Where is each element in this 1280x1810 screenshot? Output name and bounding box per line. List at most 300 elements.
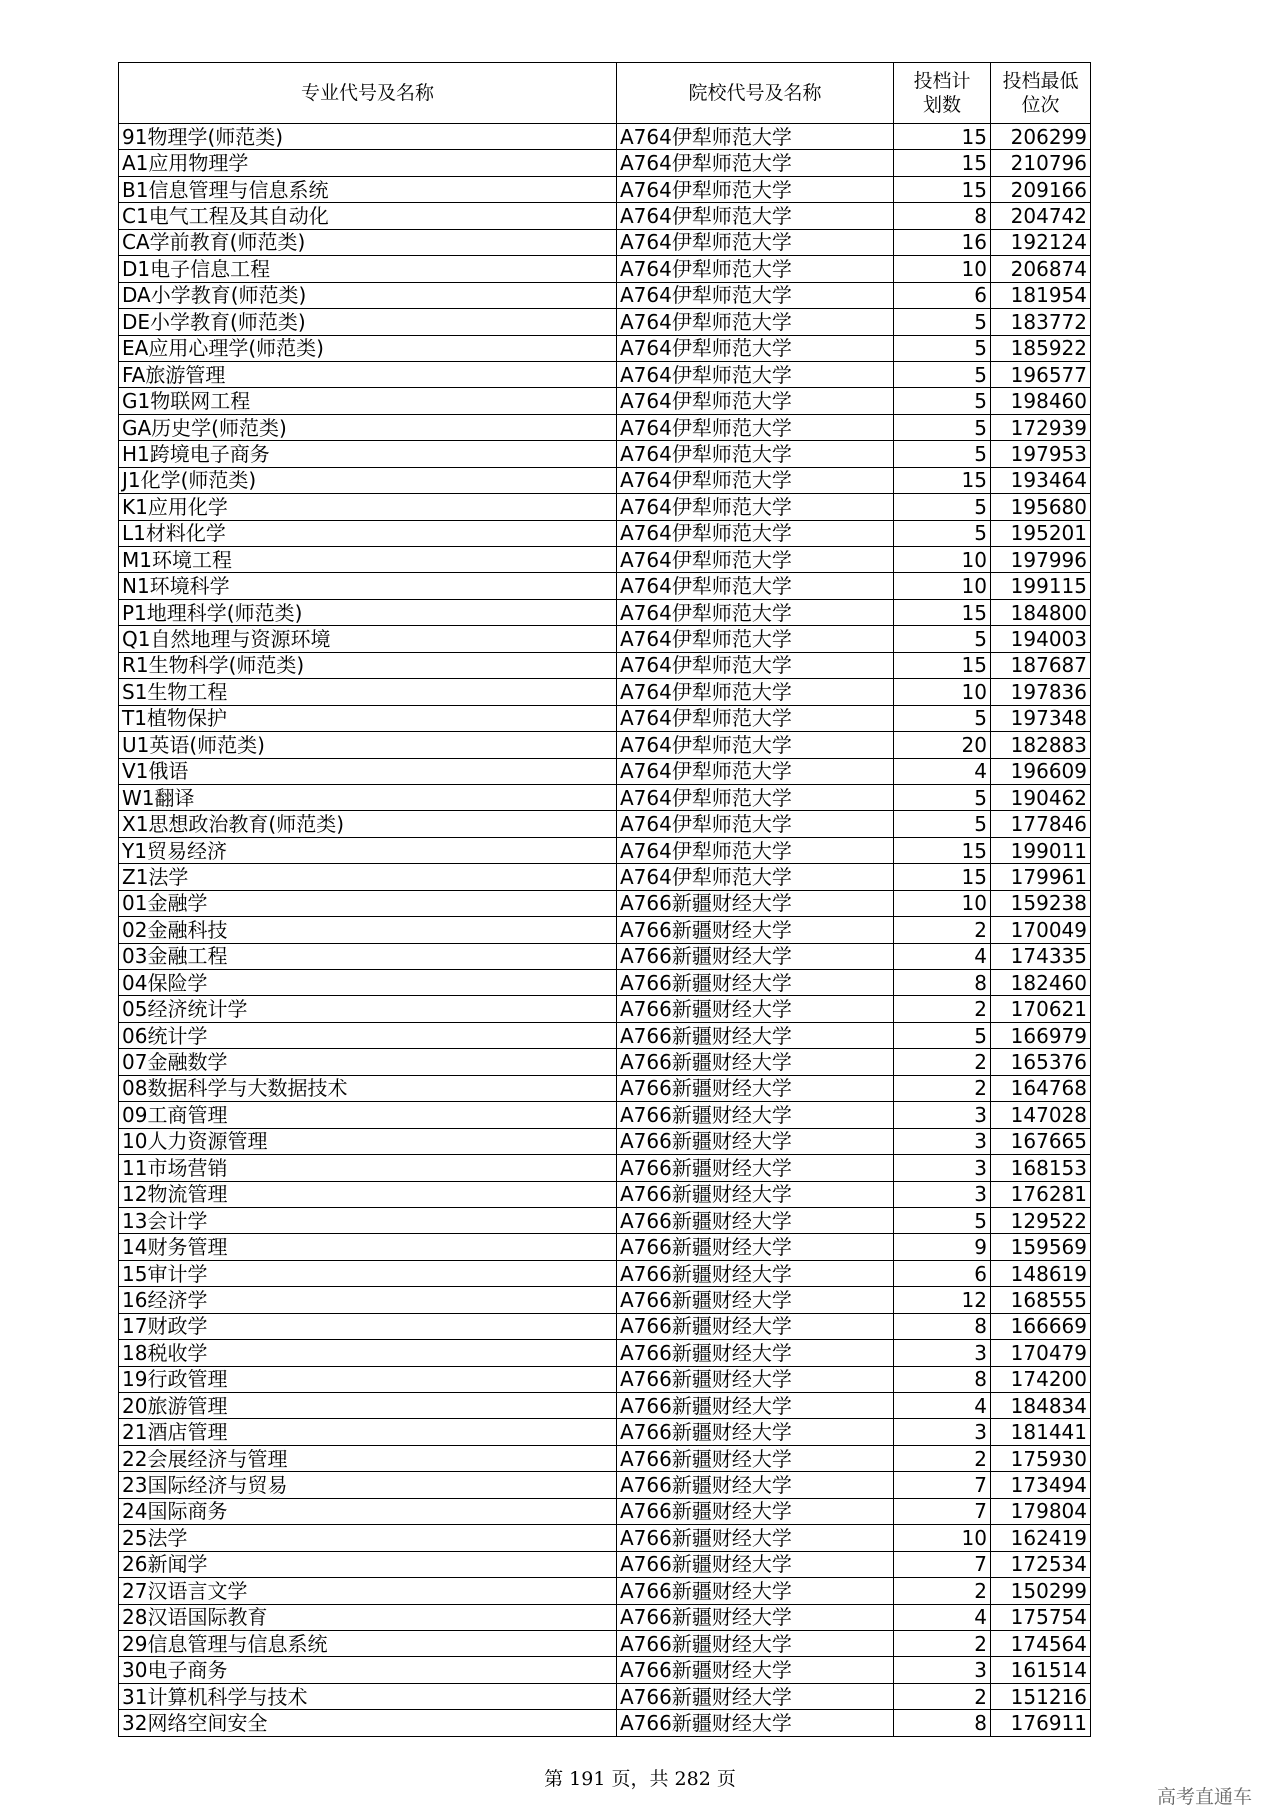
cell-major: 23国际经济与贸易: [119, 1472, 617, 1498]
table-row: [119, 1287, 1091, 1313]
cell-plan: 10: [894, 547, 991, 573]
cell-major: 91物理学(师范类): [119, 124, 617, 150]
table-row: [119, 705, 1091, 731]
cell-plan: 15: [894, 124, 991, 150]
cell-school: A766新疆财经大学: [617, 1498, 894, 1524]
header-rank-line1: 投档最低: [1002, 70, 1079, 92]
cell-major: T1植物保护: [119, 705, 617, 731]
cell-rank: 181441: [991, 1419, 1091, 1445]
table-row: [119, 1128, 1091, 1154]
cell-plan: 16: [894, 229, 991, 255]
table-row: [119, 229, 1091, 255]
cell-plan: 5: [894, 361, 991, 387]
cell-major: 29信息管理与信息系统: [119, 1630, 617, 1656]
table-row: [119, 970, 1091, 996]
cell-plan: 10: [894, 890, 991, 916]
cell-plan: 4: [894, 943, 991, 969]
table-row: [119, 256, 1091, 282]
cell-rank: 179961: [991, 864, 1091, 890]
cell-major: 10人力资源管理: [119, 1128, 617, 1154]
cell-major: 07金融数学: [119, 1049, 617, 1075]
cell-major: Q1自然地理与资源环境: [119, 626, 617, 652]
cell-rank: 172939: [991, 414, 1091, 440]
cell-rank: 147028: [991, 1102, 1091, 1128]
cell-school: A766新疆财经大学: [617, 970, 894, 996]
cell-school: A764伊犁师范大学: [617, 599, 894, 625]
table-row: [119, 1498, 1091, 1524]
cell-school: A766新疆财经大学: [617, 1022, 894, 1048]
cell-rank: 187687: [991, 652, 1091, 678]
cell-rank: 161514: [991, 1657, 1091, 1683]
cell-major: P1地理科学(师范类): [119, 599, 617, 625]
cell-school: A766新疆财经大学: [617, 1604, 894, 1630]
cell-plan: 5: [894, 811, 991, 837]
cell-plan: 2: [894, 1683, 991, 1709]
cell-school: A764伊犁师范大学: [617, 679, 894, 705]
cell-school: A764伊犁师范大学: [617, 864, 894, 890]
cell-plan: 8: [894, 970, 991, 996]
cell-plan: 15: [894, 864, 991, 890]
cell-school: A764伊犁师范大学: [617, 811, 894, 837]
table-row: [119, 1604, 1091, 1630]
cell-rank: 190462: [991, 784, 1091, 810]
cell-school: A764伊犁师范大学: [617, 573, 894, 599]
table-row: [119, 1234, 1091, 1260]
cell-rank: 175930: [991, 1445, 1091, 1471]
cell-major: K1应用化学: [119, 494, 617, 520]
cell-plan: 10: [894, 573, 991, 599]
cell-major: 09工商管理: [119, 1102, 617, 1128]
cell-school: A764伊犁师范大学: [617, 626, 894, 652]
header-major: 专业代号及名称: [119, 63, 617, 124]
cell-major: V1俄语: [119, 758, 617, 784]
cell-school: A766新疆财经大学: [617, 943, 894, 969]
table-row: [119, 1393, 1091, 1419]
cell-rank: 195201: [991, 520, 1091, 546]
cell-plan: 4: [894, 1393, 991, 1419]
cell-plan: 3: [894, 1657, 991, 1683]
cell-major: GA历史学(师范类): [119, 414, 617, 440]
cell-rank: 164768: [991, 1075, 1091, 1101]
cell-school: A764伊犁师范大学: [617, 520, 894, 546]
cell-plan: 7: [894, 1472, 991, 1498]
cell-plan: 8: [894, 203, 991, 229]
cell-major: 01金融学: [119, 890, 617, 916]
cell-rank: 209166: [991, 176, 1091, 202]
cell-rank: 182883: [991, 732, 1091, 758]
cell-plan: 10: [894, 1525, 991, 1551]
cell-rank: 185922: [991, 335, 1091, 361]
cell-major: 06统计学: [119, 1022, 617, 1048]
cell-school: A764伊犁师范大学: [617, 124, 894, 150]
table-row: [119, 1578, 1091, 1604]
cell-major: DE小学教育(师范类): [119, 309, 617, 335]
table-row: [119, 917, 1091, 943]
cell-rank: 165376: [991, 1049, 1091, 1075]
header-rank: [991, 63, 1091, 124]
cell-plan: 5: [894, 309, 991, 335]
table-row: [119, 996, 1091, 1022]
cell-school: A766新疆财经大学: [617, 1313, 894, 1339]
table-row: [119, 811, 1091, 837]
table-row: [119, 150, 1091, 176]
cell-major: 02金融科技: [119, 917, 617, 943]
cell-rank: 184800: [991, 599, 1091, 625]
cell-plan: 5: [894, 494, 991, 520]
cell-major: 03金融工程: [119, 943, 617, 969]
cell-rank: 166669: [991, 1313, 1091, 1339]
cell-rank: 193464: [991, 467, 1091, 493]
cell-school: A766新疆财经大学: [617, 1234, 894, 1260]
cell-major: Y1贸易经济: [119, 837, 617, 863]
cell-plan: 5: [894, 626, 991, 652]
cell-rank: 174200: [991, 1366, 1091, 1392]
table-row: [119, 864, 1091, 890]
table-row: [119, 282, 1091, 308]
cell-plan: 5: [894, 441, 991, 467]
cell-rank: 182460: [991, 970, 1091, 996]
cell-school: A764伊犁师范大学: [617, 784, 894, 810]
cell-major: 05经济统计学: [119, 996, 617, 1022]
cell-rank: 174335: [991, 943, 1091, 969]
cell-rank: 166979: [991, 1022, 1091, 1048]
cell-school: A766新疆财经大学: [617, 1128, 894, 1154]
cell-major: U1英语(师范类): [119, 732, 617, 758]
table-row: [119, 1340, 1091, 1366]
table-row: [119, 837, 1091, 863]
cell-rank: 197953: [991, 441, 1091, 467]
cell-school: A766新疆财经大学: [617, 1075, 894, 1101]
cell-major: FA旅游管理: [119, 361, 617, 387]
table-row: [119, 1181, 1091, 1207]
table-row: [119, 1313, 1091, 1339]
table-row: [119, 176, 1091, 202]
cell-major: 21酒店管理: [119, 1419, 617, 1445]
header-school: 院校代号及名称: [617, 63, 894, 124]
cell-major: 27汉语言文学: [119, 1578, 617, 1604]
cell-major: 28汉语国际教育: [119, 1604, 617, 1630]
table-row: [119, 441, 1091, 467]
cell-plan: 8: [894, 1366, 991, 1392]
cell-plan: 5: [894, 520, 991, 546]
cell-plan: 3: [894, 1419, 991, 1445]
cell-plan: 3: [894, 1340, 991, 1366]
cell-rank: 174564: [991, 1630, 1091, 1656]
cell-plan: 5: [894, 1022, 991, 1048]
cell-school: A764伊犁师范大学: [617, 837, 894, 863]
cell-school: A764伊犁师范大学: [617, 494, 894, 520]
cell-plan: 5: [894, 414, 991, 440]
table-row: [119, 547, 1091, 573]
cell-rank: 206874: [991, 256, 1091, 282]
cell-major: 14财务管理: [119, 1234, 617, 1260]
cell-rank: 206299: [991, 124, 1091, 150]
table-row: [119, 1683, 1091, 1709]
table-row: [119, 361, 1091, 387]
cell-major: 30电子商务: [119, 1657, 617, 1683]
cell-school: A764伊犁师范大学: [617, 705, 894, 731]
cell-major: M1环境工程: [119, 547, 617, 573]
cell-major: 31计算机科学与技术: [119, 1683, 617, 1709]
cell-school: A766新疆财经大学: [617, 1366, 894, 1392]
cell-major: EA应用心理学(师范类): [119, 335, 617, 361]
table-body: [119, 124, 1091, 1737]
cell-rank: 150299: [991, 1578, 1091, 1604]
cell-school: A766新疆财经大学: [617, 1657, 894, 1683]
table-row: [119, 1155, 1091, 1181]
cell-rank: 183772: [991, 309, 1091, 335]
table-row: [119, 679, 1091, 705]
cell-plan: 15: [894, 837, 991, 863]
cell-rank: 198460: [991, 388, 1091, 414]
cell-plan: 10: [894, 256, 991, 282]
table-row: [119, 414, 1091, 440]
cell-rank: 194003: [991, 626, 1091, 652]
cell-major: 17财政学: [119, 1313, 617, 1339]
cell-rank: 168153: [991, 1155, 1091, 1181]
cell-rank: 170049: [991, 917, 1091, 943]
cell-major: 12物流管理: [119, 1181, 617, 1207]
cell-rank: 196577: [991, 361, 1091, 387]
cell-major: N1环境科学: [119, 573, 617, 599]
cell-major: CA学前教育(师范类): [119, 229, 617, 255]
cell-major: 08数据科学与大数据技术: [119, 1075, 617, 1101]
cell-plan: 15: [894, 176, 991, 202]
cell-major: H1跨境电子商务: [119, 441, 617, 467]
cell-major: R1生物科学(师范类): [119, 652, 617, 678]
cell-school: A764伊犁师范大学: [617, 441, 894, 467]
table-row: [119, 1022, 1091, 1048]
cell-rank: 167665: [991, 1128, 1091, 1154]
cell-major: 19行政管理: [119, 1366, 617, 1392]
cell-plan: 2: [894, 1630, 991, 1656]
table-row: [119, 652, 1091, 678]
cell-school: A766新疆财经大学: [617, 1630, 894, 1656]
cell-plan: 20: [894, 732, 991, 758]
cell-school: A764伊犁师范大学: [617, 282, 894, 308]
cell-plan: 4: [894, 758, 991, 784]
cell-plan: 7: [894, 1498, 991, 1524]
cell-school: A764伊犁师范大学: [617, 203, 894, 229]
table-row: [119, 626, 1091, 652]
cell-major: 24国际商务: [119, 1498, 617, 1524]
cell-plan: 2: [894, 996, 991, 1022]
cell-school: A766新疆财经大学: [617, 1472, 894, 1498]
cell-school: A766新疆财经大学: [617, 1102, 894, 1128]
cell-plan: 3: [894, 1155, 991, 1181]
cell-major: DA小学教育(师范类): [119, 282, 617, 308]
cell-rank: 129522: [991, 1207, 1091, 1233]
cell-major: 13会计学: [119, 1207, 617, 1233]
cell-major: D1电子信息工程: [119, 256, 617, 282]
cell-plan: 5: [894, 335, 991, 361]
cell-rank: 168555: [991, 1287, 1091, 1313]
cell-school: A766新疆财经大学: [617, 1525, 894, 1551]
cell-rank: 159569: [991, 1234, 1091, 1260]
cell-major: 25法学: [119, 1525, 617, 1551]
table-row: [119, 1260, 1091, 1286]
cell-major: J1化学(师范类): [119, 467, 617, 493]
cell-rank: 179804: [991, 1498, 1091, 1524]
cell-rank: 181954: [991, 282, 1091, 308]
cell-plan: 5: [894, 784, 991, 810]
cell-rank: 175754: [991, 1604, 1091, 1630]
cell-plan: 10: [894, 679, 991, 705]
cell-plan: 2: [894, 917, 991, 943]
cell-school: A764伊犁师范大学: [617, 414, 894, 440]
cell-school: A766新疆财经大学: [617, 917, 894, 943]
cell-major: 11市场营销: [119, 1155, 617, 1181]
cell-rank: 177846: [991, 811, 1091, 837]
cell-rank: 197836: [991, 679, 1091, 705]
cell-plan: 8: [894, 1313, 991, 1339]
table-row: [119, 1102, 1091, 1128]
cell-plan: 2: [894, 1049, 991, 1075]
table-row: [119, 599, 1091, 625]
header-plan-line1: 投档计: [913, 70, 971, 92]
cell-school: A766新疆财经大学: [617, 1181, 894, 1207]
cell-rank: 210796: [991, 150, 1091, 176]
table-row: [119, 1075, 1091, 1101]
cell-plan: 3: [894, 1102, 991, 1128]
cell-rank: 159238: [991, 890, 1091, 916]
table-row: [119, 784, 1091, 810]
cell-school: A766新疆财经大学: [617, 1260, 894, 1286]
cell-plan: 12: [894, 1287, 991, 1313]
table-row: [119, 890, 1091, 916]
table-row: [119, 758, 1091, 784]
cell-school: A766新疆财经大学: [617, 890, 894, 916]
cell-school: A766新疆财经大学: [617, 1419, 894, 1445]
table-row: [119, 732, 1091, 758]
cell-major: S1生物工程: [119, 679, 617, 705]
cell-rank: 195680: [991, 494, 1091, 520]
cell-plan: 3: [894, 1181, 991, 1207]
cell-plan: 15: [894, 467, 991, 493]
cell-rank: 197348: [991, 705, 1091, 731]
table-row: [119, 203, 1091, 229]
cell-plan: 2: [894, 1445, 991, 1471]
cell-plan: 4: [894, 1604, 991, 1630]
header-rank-line2: 位次: [1021, 94, 1060, 116]
cell-rank: 170621: [991, 996, 1091, 1022]
table-row: [119, 520, 1091, 546]
cell-school: A766新疆财经大学: [617, 1340, 894, 1366]
table-row: [119, 124, 1091, 150]
cell-rank: 173494: [991, 1472, 1091, 1498]
table-row: [119, 1657, 1091, 1683]
cell-school: A766新疆财经大学: [617, 1049, 894, 1075]
cell-school: A766新疆财经大学: [617, 1207, 894, 1233]
cell-plan: 3: [894, 1128, 991, 1154]
cell-rank: 151216: [991, 1683, 1091, 1709]
cell-plan: 6: [894, 282, 991, 308]
cell-major: X1思想政治教育(师范类): [119, 811, 617, 837]
cell-rank: 172534: [991, 1551, 1091, 1577]
cell-plan: 5: [894, 1207, 991, 1233]
cell-rank: 162419: [991, 1525, 1091, 1551]
cell-school: A766新疆财经大学: [617, 1155, 894, 1181]
cell-plan: 15: [894, 599, 991, 625]
cell-school: A764伊犁师范大学: [617, 150, 894, 176]
page-footer: 第 191 页，共 282 页: [544, 1768, 736, 1790]
cell-school: A764伊犁师范大学: [617, 758, 894, 784]
cell-plan: 15: [894, 652, 991, 678]
cell-school: A766新疆财经大学: [617, 996, 894, 1022]
cell-school: A764伊犁师范大学: [617, 256, 894, 282]
cell-rank: 204742: [991, 203, 1091, 229]
cell-school: A764伊犁师范大学: [617, 176, 894, 202]
cell-major: 22会展经济与管理: [119, 1445, 617, 1471]
cell-school: A764伊犁师范大学: [617, 652, 894, 678]
table-row: [119, 1630, 1091, 1656]
table-row: [119, 943, 1091, 969]
cell-major: 32网络空间安全: [119, 1710, 617, 1736]
cell-plan: 5: [894, 705, 991, 731]
cell-plan: 7: [894, 1551, 991, 1577]
cell-rank: 199115: [991, 573, 1091, 599]
cell-rank: 170479: [991, 1340, 1091, 1366]
table-row: [119, 1710, 1091, 1736]
cell-major: 20旅游管理: [119, 1393, 617, 1419]
header-plan: [894, 63, 991, 124]
cell-rank: 199011: [991, 837, 1091, 863]
cell-school: A764伊犁师范大学: [617, 732, 894, 758]
cell-school: A764伊犁师范大学: [617, 361, 894, 387]
cell-school: A764伊犁师范大学: [617, 335, 894, 361]
cell-major: 26新闻学: [119, 1551, 617, 1577]
cell-school: A766新疆财经大学: [617, 1393, 894, 1419]
cell-major: 04保险学: [119, 970, 617, 996]
cell-plan: 8: [894, 1710, 991, 1736]
table-row: [119, 1207, 1091, 1233]
cell-school: A766新疆财经大学: [617, 1710, 894, 1736]
admission-table: [118, 62, 1091, 1737]
cell-school: A764伊犁师范大学: [617, 229, 894, 255]
cell-plan: 5: [894, 388, 991, 414]
table-row: [119, 388, 1091, 414]
cell-major: 15审计学: [119, 1260, 617, 1286]
cell-school: A766新疆财经大学: [617, 1287, 894, 1313]
cell-major: L1材料化学: [119, 520, 617, 546]
table-header-row: [119, 63, 1091, 124]
table-row: [119, 1525, 1091, 1551]
cell-plan: 9: [894, 1234, 991, 1260]
header-plan-line2: 划数: [922, 94, 961, 116]
table-row: [119, 1445, 1091, 1471]
table-row: [119, 1049, 1091, 1075]
cell-plan: 6: [894, 1260, 991, 1286]
table-row: [119, 467, 1091, 493]
cell-rank: 196609: [991, 758, 1091, 784]
table-row: [119, 573, 1091, 599]
cell-plan: 2: [894, 1578, 991, 1604]
cell-rank: 184834: [991, 1393, 1091, 1419]
cell-plan: 2: [894, 1075, 991, 1101]
table-row: [119, 335, 1091, 361]
cell-major: W1翻译: [119, 784, 617, 810]
cell-school: A764伊犁师范大学: [617, 467, 894, 493]
cell-rank: 197996: [991, 547, 1091, 573]
cell-school: A764伊犁师范大学: [617, 309, 894, 335]
table-row: [119, 1551, 1091, 1577]
cell-rank: 176281: [991, 1181, 1091, 1207]
cell-rank: 176911: [991, 1710, 1091, 1736]
cell-school: A764伊犁师范大学: [617, 388, 894, 414]
cell-major: 18税收学: [119, 1340, 617, 1366]
table-row: [119, 1472, 1091, 1498]
cell-school: A766新疆财经大学: [617, 1683, 894, 1709]
